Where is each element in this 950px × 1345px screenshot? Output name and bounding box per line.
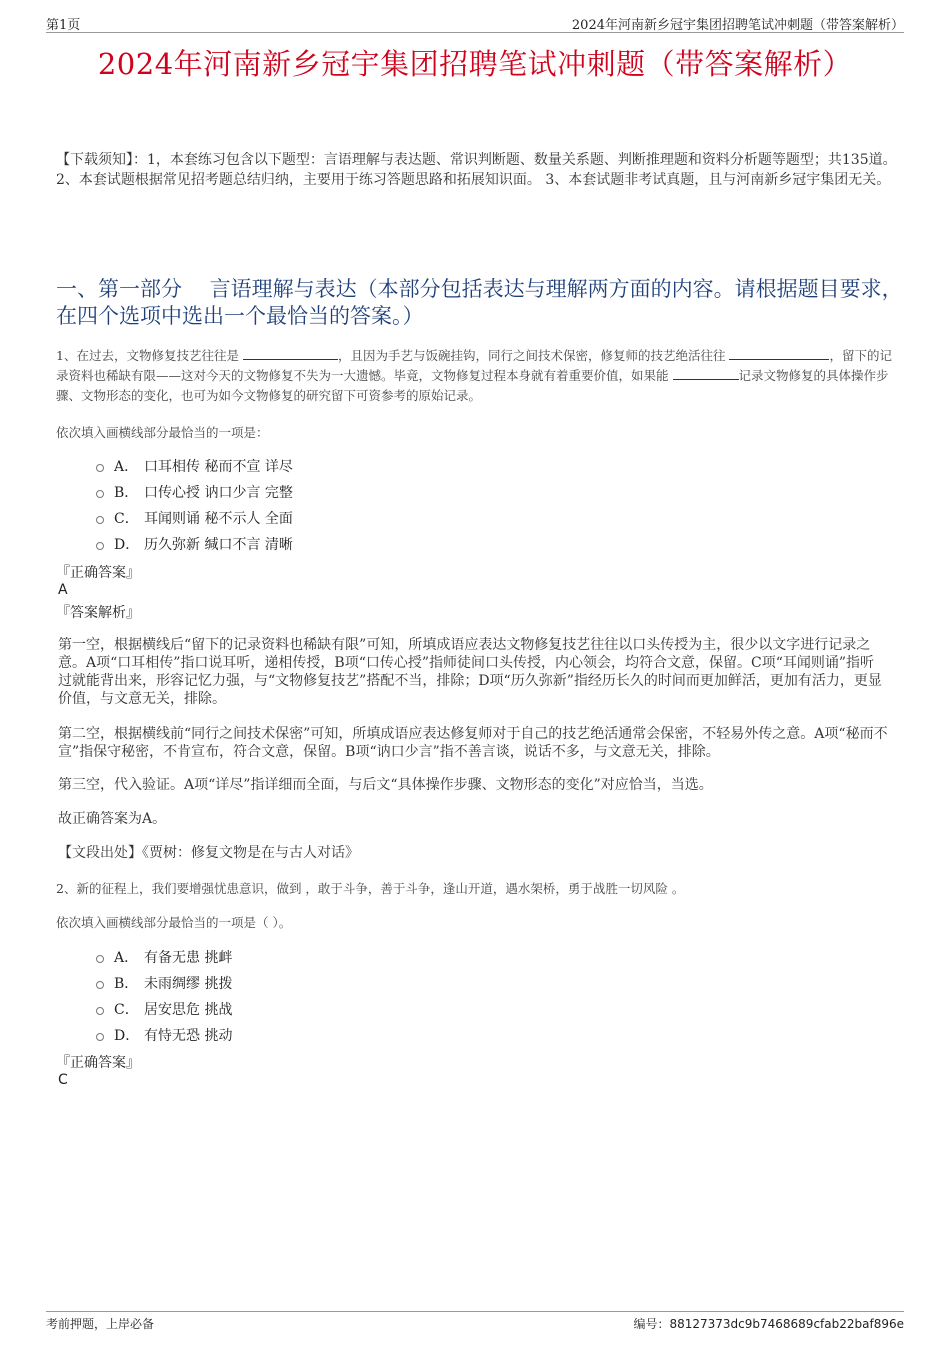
q1-text-part: ，且因为手艺与饭碗挂钩，同行之间技术保密，修复师的技艺绝活往往 <box>337 348 726 363</box>
document-title: 2024年河南新乡冠宇集团招聘笔试冲刺题（带答案解析） <box>97 47 853 81</box>
radio-icon[interactable] <box>96 1007 104 1015</box>
q1-analysis-label: 『答案解析』 <box>56 605 140 621</box>
option-letter: A． <box>114 950 139 966</box>
q1-source: 【文段出处】《贾树：修复文物是在与古人对话》 <box>58 845 359 861</box>
option-text: 居安思危 挑战 <box>144 1002 233 1018</box>
option-letter: C． <box>114 511 139 527</box>
radio-icon[interactable] <box>96 490 104 498</box>
q2-correct-label: 『正确答案』 <box>56 1055 140 1071</box>
radio-icon[interactable] <box>96 542 104 550</box>
q1-option-a[interactable] <box>96 453 293 479</box>
document-code <box>633 1315 904 1332</box>
page-number: 第1页 <box>46 18 81 33</box>
q1-text-part: 记录文物修复的具体操作步骤、文物形态的变化，也可为如今文物修复的研究留下可资参考的原始记录。 <box>56 368 889 403</box>
option-text: 口传心授 讷口少言 完整 <box>144 485 293 501</box>
radio-icon[interactable] <box>96 981 104 989</box>
option-letter: D． <box>114 537 140 553</box>
option-letter: A． <box>114 459 139 475</box>
q1-analysis-paragraph: 第二空，根据横线前“同行之间技术保密”可知，所填成语应表达修复师对于自己的技艺绝活通常会保密，不轻易外传之意。A项“秘而不宣”指保守秘密，不肯宣布，符合文意，保留。B项“讷口少言”指不善言谈，说话不多，与文意无关，排除。 <box>58 726 888 760</box>
q1-analysis-paragraph: 故正确答案为A。 <box>58 811 167 827</box>
q1-analysis-paragraph: 第一空，根据横线后“留下的记录资料也稀缺有限”可知，所填成语应表达文物修复技艺往往以口头传授为主，很少以文字进行记录之意。A项“口耳相传”指口说耳听，递相传授，B项“口传心授”指师徒间口头传授，内心领会，均符合文意，保留。C项“耳闻则诵”指听过就能背出来，形容记忆力强，与“文物修复技艺”搭配不当，排除；D项“历久弥新”指经历长久的时间而更加鲜活，更加有活力，更显价值，与文意无关，排除。 <box>58 637 882 707</box>
answer-blank-1 <box>243 346 338 360</box>
q1-option-c[interactable] <box>96 505 293 531</box>
q2-option-b[interactable] <box>96 970 232 996</box>
option-text: 有备无患 挑衅 <box>144 950 233 966</box>
q2-option-a[interactable] <box>96 944 232 970</box>
option-text: 口耳相传 秘而不宣 详尽 <box>144 459 293 475</box>
q2-option-d[interactable] <box>96 1022 232 1048</box>
radio-icon[interactable] <box>96 955 104 963</box>
question-2-stem: 2、新的征程上，我们要增强忧患意识，做到 ，敢于斗争，善于斗争，逢山开道，遇水架桥，勇于战胜一切风险 。 <box>56 881 685 896</box>
radio-icon[interactable] <box>96 1033 104 1041</box>
code-value: 88127373dc9b7468689cfab22baf896e <box>669 1317 904 1331</box>
section-heading: 一、第一部分 言语理解与表达（本部分包括表达与理解两方面的内容。请根据题目要求，在四个选项中选出一个最恰当的答案。） <box>56 277 903 328</box>
q2-options <box>96 944 232 1048</box>
option-text: 有恃无恐 挑动 <box>144 1028 233 1044</box>
option-letter: C． <box>114 1002 139 1018</box>
answer-blank-3 <box>673 366 739 380</box>
q1-correct-answer: A <box>58 582 68 598</box>
page-header <box>46 14 904 33</box>
q1-prompt: 依次填入画横线部分最恰当的一项是： <box>56 425 269 440</box>
q1-options <box>96 453 293 557</box>
q2-option-c[interactable] <box>96 996 232 1022</box>
question-1-stem <box>56 346 902 406</box>
q1-text-part: ，留下的记录资料也稀缺有限——这对今天的文物修复不失为一大遗憾。毕竟，文物修复过程本身就有着重要价值，如果能 <box>56 348 892 383</box>
option-text: 历久弥新 缄口不言 清晰 <box>144 537 293 553</box>
q2-correct-answer: C <box>58 1072 68 1088</box>
option-letter: D． <box>114 1028 140 1044</box>
option-letter: B． <box>114 976 139 992</box>
answer-blank-2 <box>729 346 829 360</box>
radio-icon[interactable] <box>96 516 104 524</box>
option-letter: B． <box>114 485 139 501</box>
radio-icon[interactable] <box>96 464 104 472</box>
q1-analysis-paragraph: 第三空，代入验证。A项“详尽”指详细而全面，与后文“具体操作步骤、文物形态的变化”对应恰当，当选。 <box>58 777 713 793</box>
q1-text-part: 1、在过去，文物修复技艺往往是 <box>56 348 239 363</box>
q1-option-d[interactable] <box>96 531 293 557</box>
option-text: 耳闻则诵 秘不示人 全面 <box>144 511 293 527</box>
code-label: 编号： <box>633 1317 670 1331</box>
q1-correct-label: 『正确答案』 <box>56 565 140 581</box>
footer-slogan: 考前押题，上岸必备 <box>46 1317 155 1331</box>
download-notice: 【下载须知】：1，本套练习包含以下题型：言语理解与表达题、常识判断题、数量关系题、判断推理题和资料分析题等题型；共135道。 2、本套试题根据常见招考题总结归纳，主要用于练习答题思路和拓展知识面。 3、本套试题非考试真题，且与河南新乡冠宇集团无关。 <box>56 152 897 188</box>
header-doc-title: 2024年河南新乡冠宇集团招聘笔试冲刺题（带答案解析） <box>571 18 904 33</box>
option-text: 未雨绸缪 挑拨 <box>144 976 233 992</box>
q1-option-b[interactable] <box>96 479 293 505</box>
q2-prompt: 依次填入画横线部分最恰当的一项是（ ）。 <box>56 915 292 930</box>
page-footer <box>46 1311 904 1332</box>
